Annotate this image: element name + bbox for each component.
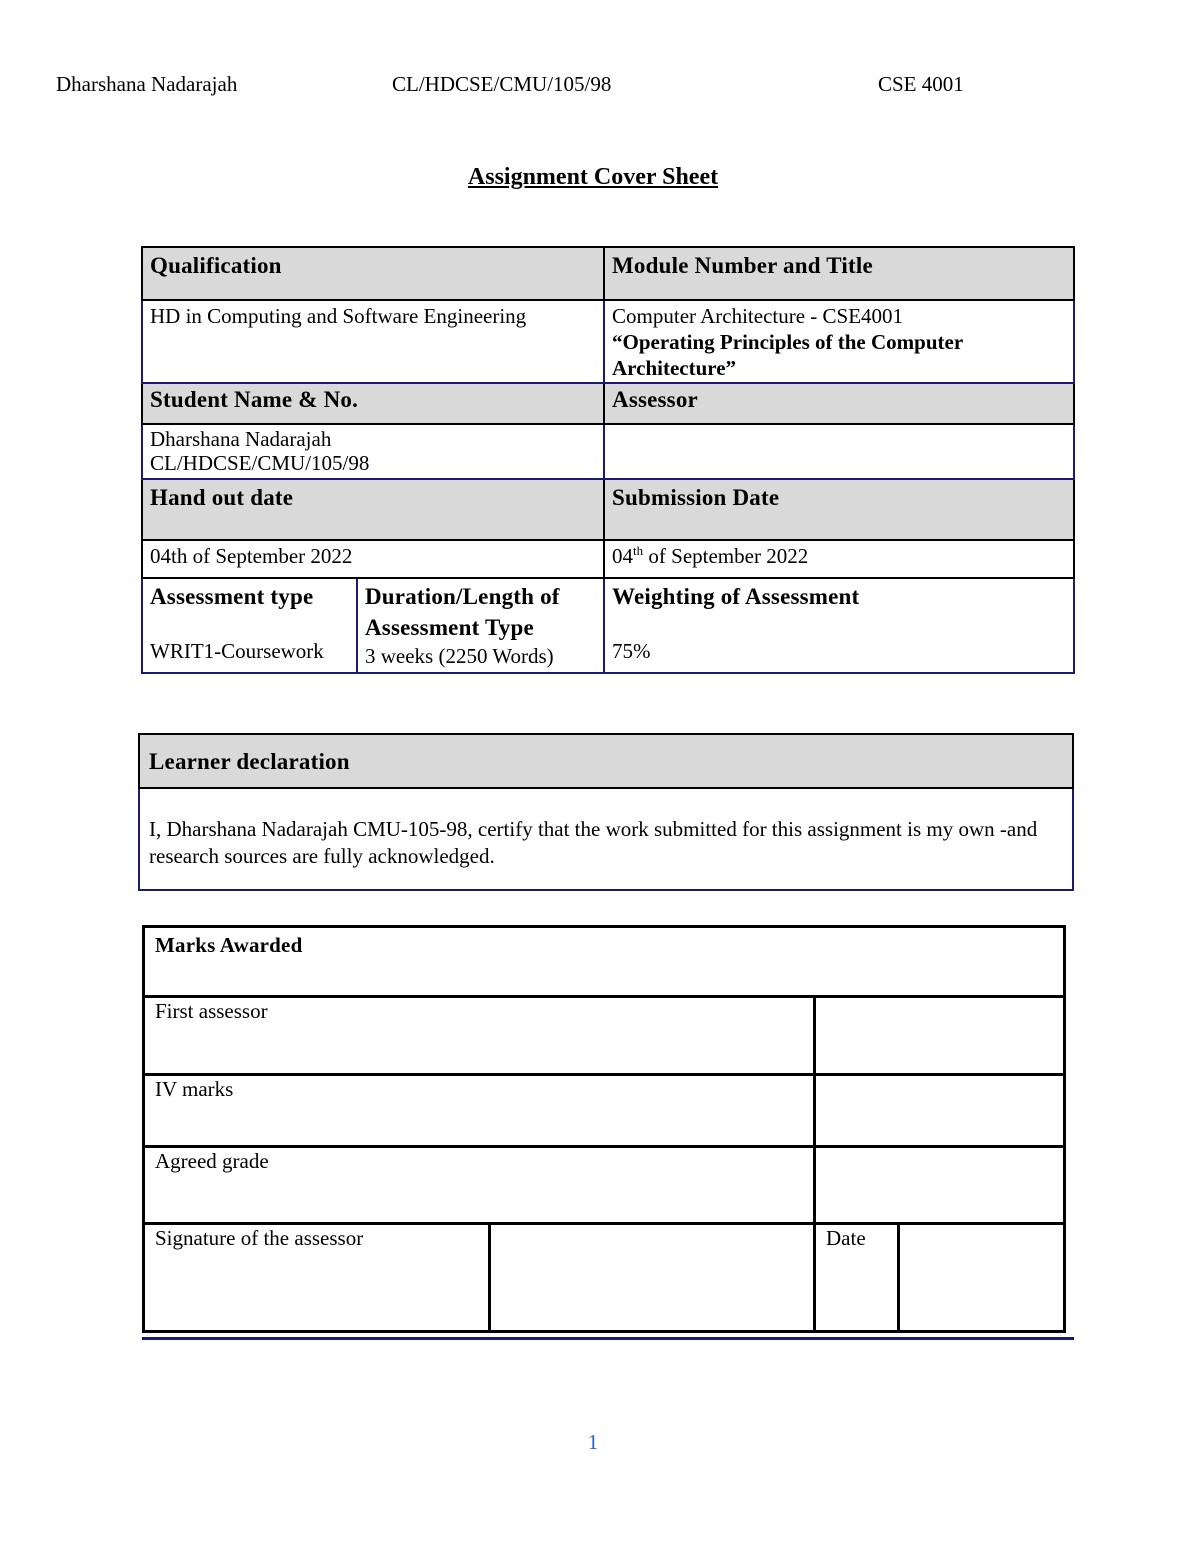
declaration-label: Learner declaration [139,734,1073,788]
assessment-type-value: WRIT1-Coursework [150,639,324,663]
module-value [604,300,1074,383]
qualification-value: HD in Computing and Software Engineering [142,300,604,383]
assessor-label: Assessor [604,383,1074,424]
duration-cell [357,578,604,673]
iv-marks-input[interactable] [815,1075,1065,1147]
iv-marks-label: IV marks [144,1075,815,1147]
weighting-cell [604,578,1074,673]
first-assessor-label: First assessor [144,997,815,1075]
student-name-value: Dharshana Nadarajah [150,427,332,451]
student-label: Student Name & No. [142,383,604,424]
footer-divider [142,1337,1074,1340]
marks-awarded-table [142,925,1066,1333]
submission-label: Submission Date [604,479,1074,540]
signature-label: Signature of the assessor [144,1224,490,1332]
submission-rest: of September 2022 [643,544,809,568]
agreed-grade-input[interactable] [815,1147,1065,1224]
signature-input[interactable] [490,1224,815,1332]
weighting-value: 75% [612,639,651,663]
page-number: 1 [587,1430,599,1454]
date-input[interactable] [899,1224,1065,1332]
submission-suffix: th [633,543,644,558]
module-label: Module Number and Title [604,247,1074,300]
handout-value: 04th of September 2022 [142,540,604,578]
qualification-label: Qualification [142,247,604,300]
assessment-type-cell [142,578,357,673]
page-title: Assignment Cover Sheet [467,164,719,190]
duration-label: Duration/Length of Assessment Type [365,584,560,640]
date-label: Date [815,1224,899,1332]
student-value [142,424,604,479]
cover-details-table [141,246,1075,674]
module-title-line: “Operating Principles of the Computer Architecture” [612,330,963,380]
marks-awarded-label: Marks Awarded [144,927,1065,997]
submission-day: 04 [612,544,634,568]
first-assessor-input[interactable] [815,997,1065,1075]
student-no-value: CL/HDCSE/CMU/105/98 [150,451,370,475]
agreed-grade-label: Agreed grade [144,1147,815,1224]
assessment-type-label: Assessment type [150,584,314,609]
weighting-label: Weighting of Assessment [612,584,860,609]
header-student-id: CL/HDCSE/CMU/105/98 [392,72,612,96]
submission-value [604,540,1074,578]
learner-declaration-table [138,733,1074,891]
header-module-code: CSE 4001 [878,72,964,96]
duration-value: 3 weeks (2250 Words) [365,644,554,668]
module-code-line: Computer Architecture - CSE4001 [612,304,904,328]
header-student-name: Dharshana Nadarajah [56,72,238,96]
assessor-value [604,424,1074,479]
declaration-text: I, Dharshana Nadarajah CMU-105-98, certify that the work submitted for this assignment is my own -and research sources are fully acknowledged. [139,788,1073,890]
handout-label: Hand out date [142,479,604,540]
